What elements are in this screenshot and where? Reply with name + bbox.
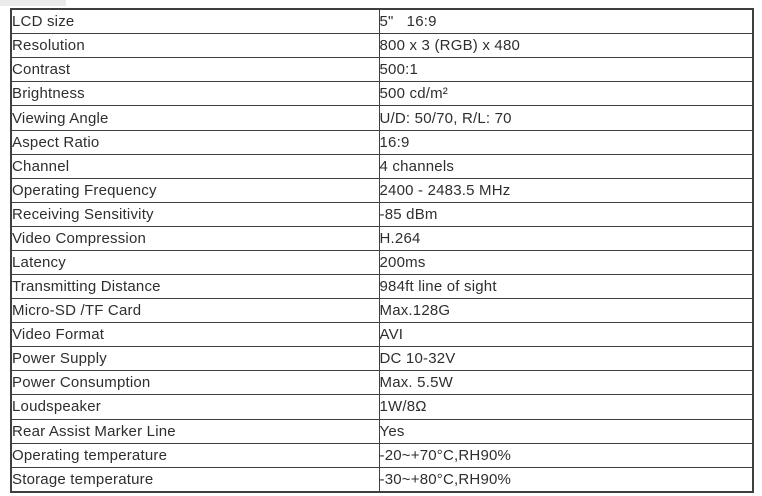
spec-label: Contrast	[11, 58, 379, 82]
spec-label: Rear Assist Marker Line	[11, 419, 379, 443]
spec-value: 500 cd/m²	[379, 82, 753, 106]
spec-label: Transmitting Distance	[11, 275, 379, 299]
scan-artifact	[0, 0, 66, 6]
table-row	[11, 130, 753, 154]
table-row	[11, 82, 753, 106]
table-row	[11, 275, 753, 299]
spec-label: Video Compression	[11, 226, 379, 250]
spec-label: Viewing Angle	[11, 106, 379, 130]
table-row	[11, 58, 753, 82]
table-row	[11, 419, 753, 443]
table-row	[11, 347, 753, 371]
table-row	[11, 467, 753, 492]
table-row	[11, 371, 753, 395]
spec-label: Operating temperature	[11, 443, 379, 467]
table-row	[11, 250, 753, 274]
spec-value: 2400 - 2483.5 MHz	[379, 178, 753, 202]
spec-label: Power Consumption	[11, 371, 379, 395]
spec-value: H.264	[379, 226, 753, 250]
spec-label: Latency	[11, 250, 379, 274]
spec-value: 200ms	[379, 250, 753, 274]
table-row	[11, 299, 753, 323]
spec-value: Max. 5.5W	[379, 371, 753, 395]
spec-label: Loudspeaker	[11, 395, 379, 419]
table-row	[11, 9, 753, 34]
spec-value: 1W/8Ω	[379, 395, 753, 419]
spec-value: 500:1	[379, 58, 753, 82]
spec-value: U/D: 50/70, R/L: 70	[379, 106, 753, 130]
spec-value: -85 dBm	[379, 202, 753, 226]
spec-value: 16:9	[379, 130, 753, 154]
table-row	[11, 323, 753, 347]
table-row	[11, 178, 753, 202]
spec-label: LCD size	[11, 9, 379, 34]
spec-label: Receiving Sensitivity	[11, 202, 379, 226]
spec-label: Operating Frequency	[11, 178, 379, 202]
spec-value: -20~+70°C,RH90%	[379, 443, 753, 467]
spec-value: DC 10-32V	[379, 347, 753, 371]
spec-value: 4 channels	[379, 154, 753, 178]
spec-label: Storage temperature	[11, 467, 379, 492]
spec-label: Aspect Ratio	[11, 130, 379, 154]
table-row	[11, 106, 753, 130]
table-row	[11, 395, 753, 419]
spec-label: Resolution	[11, 34, 379, 58]
spec-label: Micro-SD /TF Card	[11, 299, 379, 323]
table-row	[11, 154, 753, 178]
spec-value: AVI	[379, 323, 753, 347]
spec-label: Brightness	[11, 82, 379, 106]
spec-label: Channel	[11, 154, 379, 178]
spec-table	[10, 8, 754, 493]
spec-value: -30~+80°C,RH90%	[379, 467, 753, 492]
spec-value: 984ft line of sight	[379, 275, 753, 299]
spec-value: 800 x 3 (RGB) x 480	[379, 34, 753, 58]
table-row	[11, 443, 753, 467]
table-row	[11, 202, 753, 226]
spec-value: Max.128G	[379, 299, 753, 323]
table-row	[11, 34, 753, 58]
table-row	[11, 226, 753, 250]
spec-value: Yes	[379, 419, 753, 443]
spec-label: Power Supply	[11, 347, 379, 371]
spec-label: Video Format	[11, 323, 379, 347]
spec-value: 5" 16:9	[379, 9, 753, 34]
